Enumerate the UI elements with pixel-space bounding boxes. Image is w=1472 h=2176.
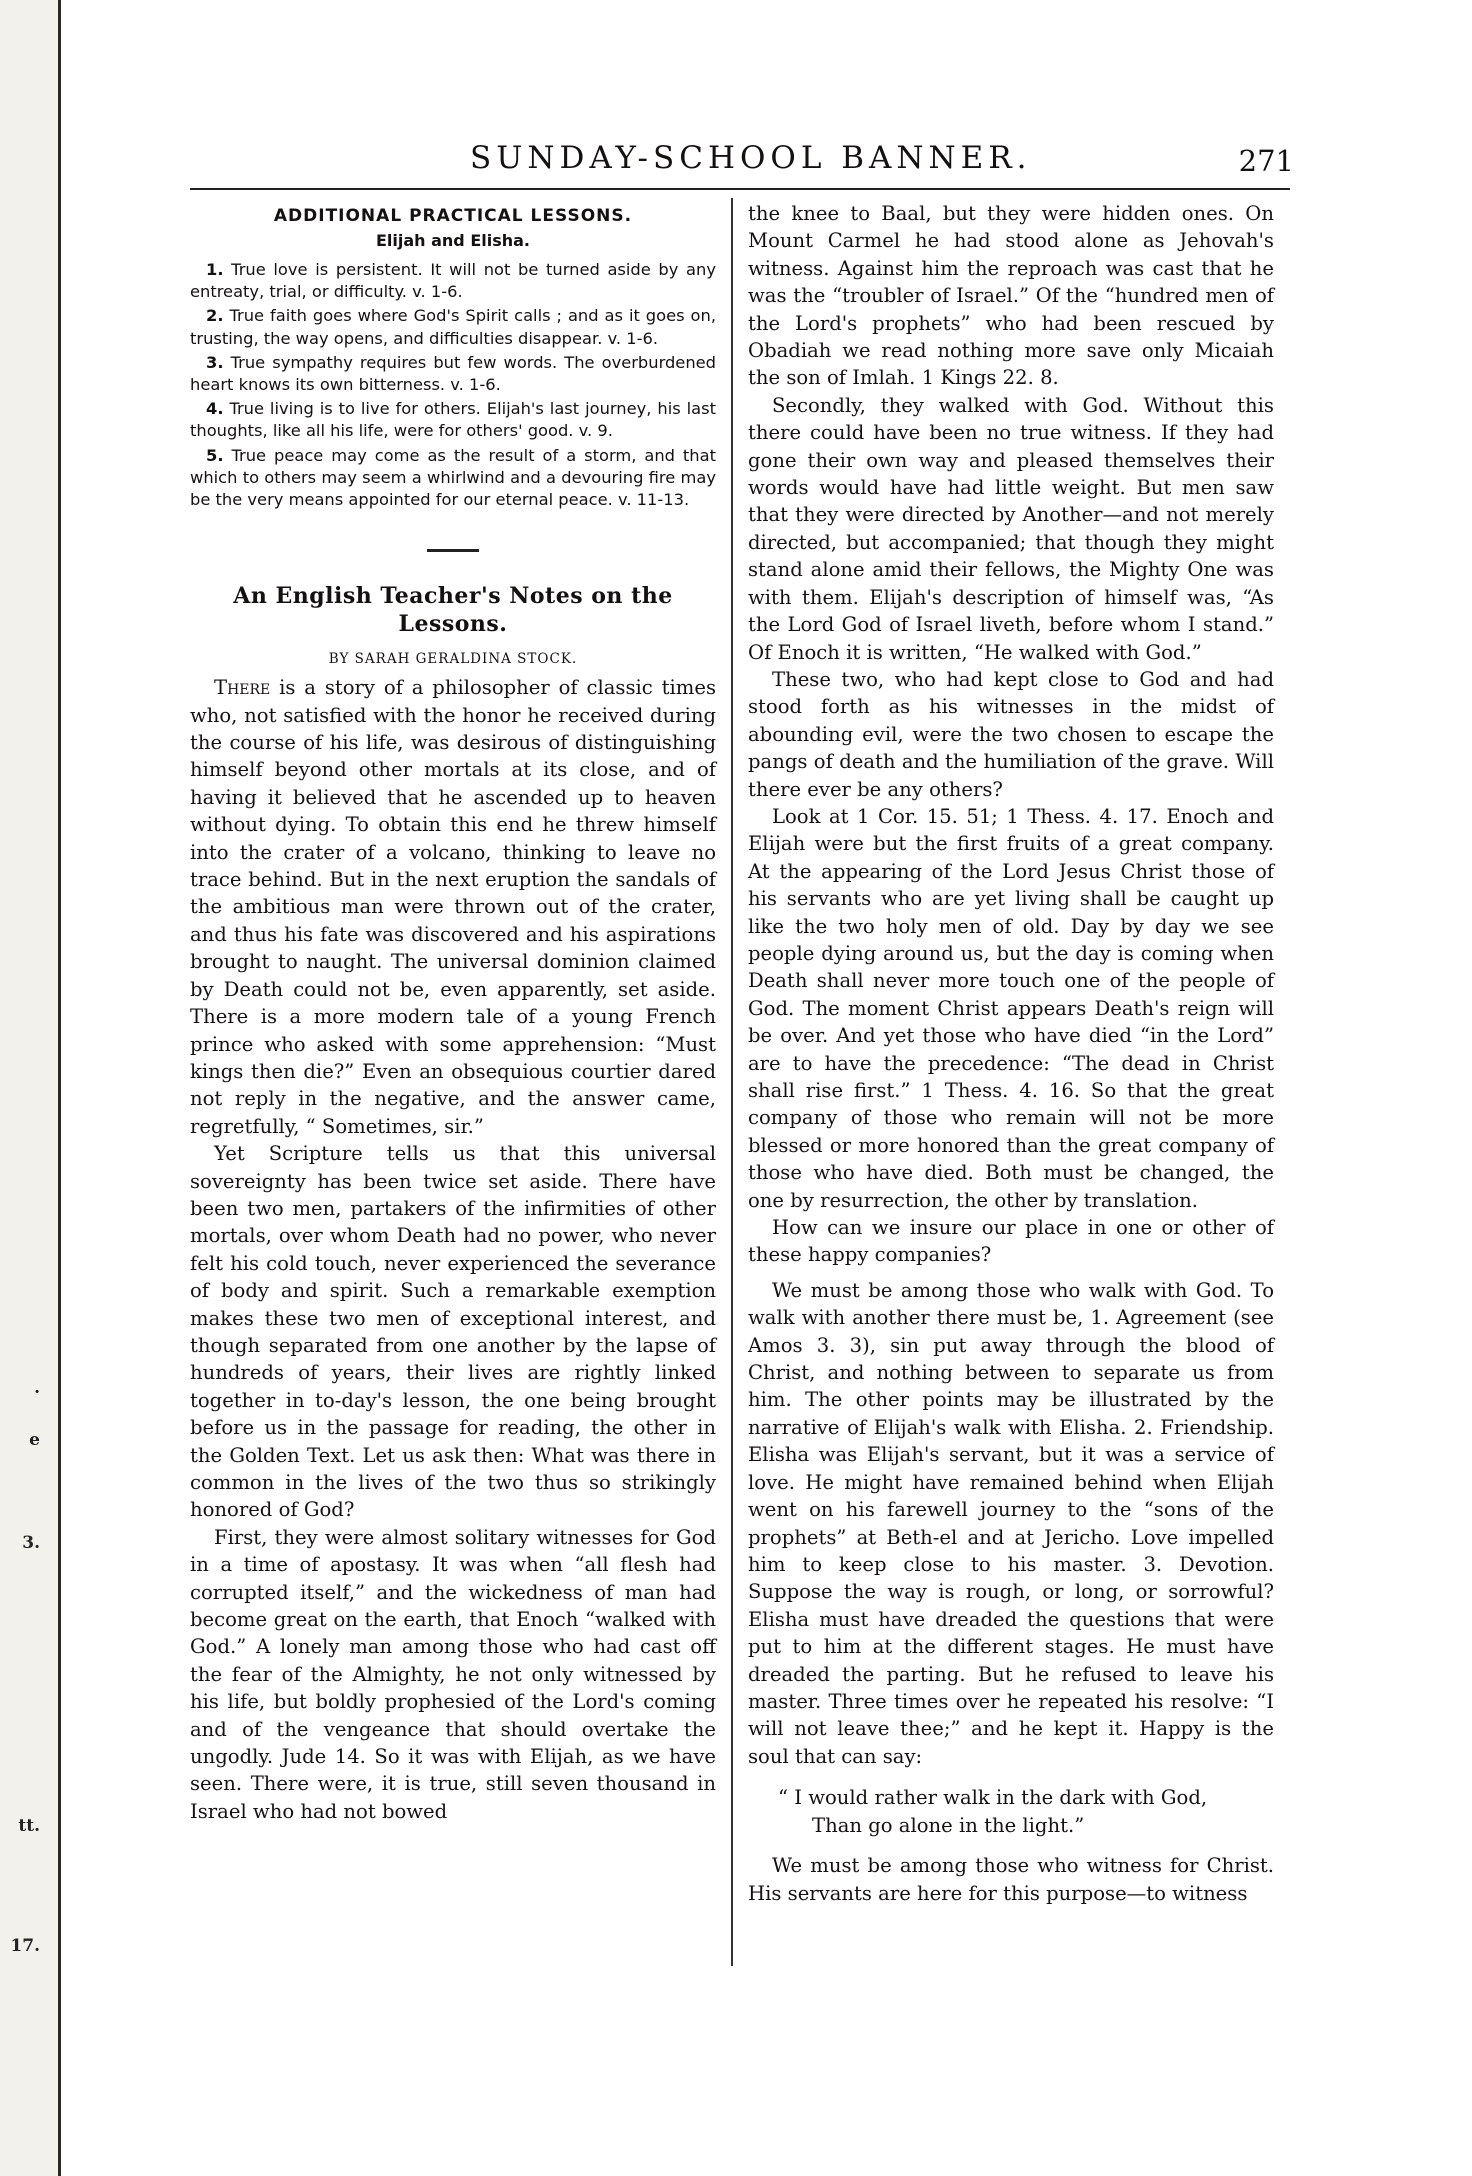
paragraph-text: is a story of a philosopher of classic times who, not satisfied with the honor he received during the course of his life, was desirous of distinguishing himself beyond other mortals at its close, and of having it believed that he ascended up to heaven without dying. To obtain this end he threw himself into the crater of a volcano, thinking to leave no trace behind. But in the next eruption the sandals of the ambitious man were thrown out of the crater, and thus his fate was discovered and his aspirations brought to naught. The universal dominion claimed by Death could not be, even apparently, set aside. There is a more modern tale of a young French prince who asked with some apprehension: “Must kings then die?” Even an obsequious courtier dared not reply in the negative, and the answer came, regretfully, “ Sometimes, sir.” <box>190 676 716 1138</box>
paragraph-text: Yet Scripture tells us that this universal sovereignty has been twice set aside. There have been two men, partakers of the infirmities of other mortals, over whom Death had no power, who never felt his cold touch, never experienced the severance of body and spirit. Such a remarkable exemption makes these two men of exceptional interest, and though separated from one another by the lapse of hundreds of years, their lives are rightly linked together in to-day's lesson, the one being brought before us in the passage for reading, the other in the Golden Text. Let us ask then: What was there in common in the lives of the two thus so strikingly honored of God? <box>190 1142 716 1522</box>
article-paragraph: How can we insure our place in one or other of these happy companies? <box>748 1216 1274 1267</box>
lesson-item <box>190 259 716 303</box>
poem-quote <box>778 1784 1274 1840</box>
lesson-item <box>190 305 716 349</box>
drop-lead-word: There <box>214 676 271 700</box>
article-paragraph: These two, who had kept close to God and had stood forth as his witnesses in the midst of abounding evil, were the two chosen to escape the pangs of death and the humiliation of the grave. Will there ever be any others? <box>748 667 1274 801</box>
lesson-number: 2. <box>206 306 224 326</box>
article-paragraph: Look at 1 Cor. 15. 51; 1 Thess. 4. 17. Enoch and Elijah were but the first fruits of a great company. At the appearing of the Lord Jesus Christ those of his servants who are yet living shall be caught up like the two holy men of old. Day by day we see people dying around us, but the day is coming when Death shall never more touch one of the people of God. The moment Christ appears Death's reign will be over. And yet those who have died “in the Lord” are to have the precedence: “The dead in Christ shall rise first.” 1 Thess. 4. 16. So that the great company of those who remain will not be more blessed or more honored than the great company of those who have died. Both must be changed, the one by resurrection, the other by translation. <box>748 804 1274 1212</box>
article-paragraph <box>190 1140 716 1524</box>
section-separator-rule <box>427 549 479 552</box>
page-number: 271 <box>1238 144 1294 178</box>
lessons-heading: ADDITIONAL PRACTICAL LESSONS. <box>273 206 633 226</box>
adjacent-page-edge <box>0 0 61 2176</box>
running-title: SUNDAY-SCHOOL BANNER. <box>470 140 1032 176</box>
adjacent-margin-fragment: e <box>29 1430 40 1450</box>
lessons-subheading: Elijah and Elisha. <box>375 231 531 250</box>
article-paragraph: We must be among those who witness for Christ. His servants are here for this purpose—to witness <box>748 1854 1274 1905</box>
column-divider <box>731 198 733 1966</box>
lesson-item <box>190 352 716 396</box>
lesson-text: True living is to live for others. Elijah's last journey, his last thoughts, like all his life, were for others' good. v. 9. <box>190 399 716 441</box>
paragraph-text: First, they were almost solitary witnesses for God in a time of apostasy. It was when “all flesh had corrupted itself,” and the wickedness of man had become great on the earth, that Enoch “walked with God.” A lonely man among those who had cast off the fear of the Almighty, he not only witnessed by his life, but boldly prophesied of the Lord's coming and of the vengeance that should overtake the ungodly. Jude 14. So it was with Elijah, as we have seen. There were, it is true, still seven thousand in Israel who had not bowed <box>190 1525 716 1823</box>
lesson-text: True peace may come as the result of a storm, and that which to others may seem a whirlwind and a devouring fire may be the very means appointed for our eternal peace. v. 11-13. <box>190 445 716 510</box>
page <box>190 0 1294 2176</box>
quote-line: Than go alone in the light.” <box>812 1814 1085 1838</box>
lesson-number: 3. <box>206 352 224 372</box>
article-byline: BY SARAH GERALDINA STOCK. <box>328 651 578 668</box>
lesson-text: True faith goes where God's Spirit calls ; and as it goes on, trusting, the way opens, and difficulties disappear. v. 1-6. <box>190 306 716 348</box>
lesson-text: True sympathy requires but few words. The overburdened heart knows its own bitterness. v. 1-6. <box>190 352 716 395</box>
lesson-number: 1. <box>206 260 224 279</box>
article-paragraph: We must be among those who walk with God. To walk with another there must be, 1. Agreement (see Amos 3. 3), sin put away through the blood of Christ, and nothing between to separate us from him. The other points may be illustrated by the narrative of Elijah's walk with Elisha. 2. Friendship. Elisha was Elijah's servant, but it was a service of love. He might have remained behind when Elijah went on his farewell journey to the “sons of the prophets” at Beth-el and at Jericho. Love impelled him to keep close to his master. 3. Devotion. Suppose the way is rough, or long, or sorrowful? Elisha must have dreaded the questions that were put to him at the different stages. He must have dreaded the parting. But he refused to leave his master. Three times over he repeated his resolve: “I will not leave thee;” and he kept it. Happy is the soul that can say: <box>748 1278 1274 1768</box>
adjacent-margin-fragment: . <box>34 1378 40 1398</box>
right-column <box>748 200 1274 1907</box>
lesson-item <box>190 445 716 512</box>
lesson-number: 5. <box>206 445 224 465</box>
header-rule <box>190 188 1290 190</box>
lesson-text: True love is persistent. It will not be turned aside by any entreaty, trial, or difficulty. v. 1-6. <box>190 260 716 302</box>
article-title: An English Teacher's Notes on the Lessons. <box>233 583 673 638</box>
article-paragraph <box>190 1524 716 1825</box>
adjacent-margin-fragment: 17. <box>10 1936 40 1956</box>
lesson-item <box>190 398 716 442</box>
article-paragraph: Secondly, they walked with God. Without this there could have been no true witness. If they had gone their own way and pleased themselves their words would have had little weight. But men saw that they were directed by Another—and not merely directed, but accompanied; that though they might stand alone amid their fellows, the Mighty One was with them. Elijah's description of himself was, “As the Lord God of Israel liveth, before whom I stand.” Of Enoch it is written, “He walked with God.” <box>748 393 1274 664</box>
adjacent-margin-fragment: tt. <box>18 1816 40 1836</box>
left-column <box>190 200 716 1825</box>
article-paragraph: the knee to Baal, but they were hidden ones. On Mount Carmel he had stood alone as Jehovah's witness. Against him the reproach was cast that he was the “troubler of Israel.” Of the “hundred men of the Lord's prophets” who had been rescued by Obadiah we read nothing more save only Micaiah the son of Imlah. 1 Kings 22. 8. <box>748 202 1274 390</box>
lesson-number: 4. <box>206 399 224 419</box>
adjacent-margin-fragment: 3. <box>22 1533 40 1553</box>
article-paragraph <box>190 674 716 1140</box>
running-head <box>190 140 1294 190</box>
quote-line: “ I would rather walk in the dark with God, <box>778 1786 1208 1810</box>
